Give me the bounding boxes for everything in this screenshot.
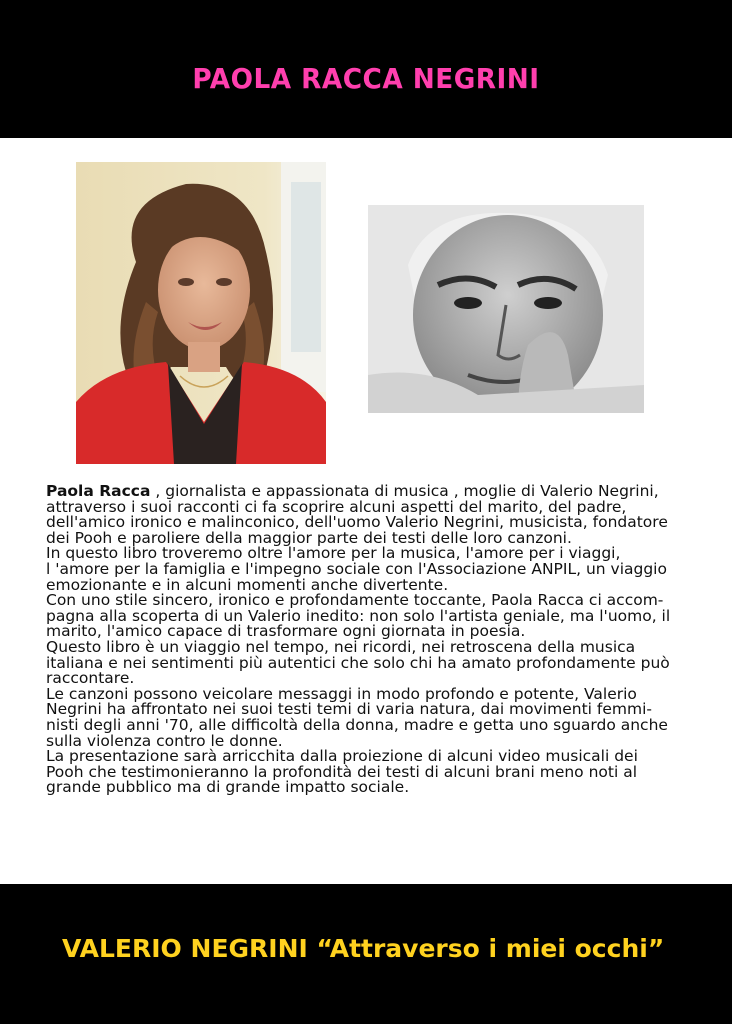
bio-line: Con uno stile sincero, ironico e profondamente toccante, Paola Racca ci accom- [46, 591, 664, 610]
bio-line: attraverso i suoi racconti ci fa scoprire alcuni aspetti del marito, del padre, [46, 497, 627, 516]
footer-title: VALERIO NEGRINI “Attraverso i miei occhi” [62, 934, 665, 963]
bio-line: Pooh che testimonieranno la profondità dei testi di alcuni brani meno noti al [46, 762, 638, 781]
bio-line: Negrini ha affrontato nei suoi testi temi di varia natura, dai movimenti femmi- [46, 700, 652, 719]
bio-line: marito, l'amico capace di trasformare ogni giornata in poesia. [46, 622, 526, 641]
bio-line: emozionante e in alcuni momenti anche divertente. [46, 575, 449, 594]
bio-line: La presentazione sarà arricchita dalla proiezione di alcuni video musicali dei [46, 747, 638, 766]
bio-line: nisti degli anni '70, alle difficoltà della donna, madre e getta uno sguardo anche [46, 715, 668, 734]
bio-line: l 'amore per la famiglia e l'impegno sociale con l'Associazione ANPIL, un viaggio [46, 559, 667, 578]
bio-line: grande pubblico ma di grande impatto sociale. [46, 778, 410, 797]
bio-line: italiana e nei sentimenti più autentici che solo chi ha amato profondamente può [46, 653, 670, 672]
bio-line: dell'amico ironico e malinconico, dell'uomo Valerio Negrini, musicista, fondatore [46, 513, 668, 532]
bio-line: pagna alla scoperta di un Valerio inedito: non solo l'artista geniale, ma l'uomo, il [46, 606, 671, 625]
bio-line-text: , giornalista e appassionata di musica , moglie di Valerio Negrini, [150, 482, 659, 500]
bio-line: Le canzoni possono veicolare messaggi in modo profondo e potente, Valerio [46, 684, 637, 703]
bio-author-name: Paola Racca [46, 482, 151, 500]
bio-text [46, 484, 732, 796]
bio-line: raccontare. [46, 669, 135, 688]
portrait-photo-paola [76, 162, 326, 464]
bio-line: dei Pooh e paroliere della maggior parte dei testi delle loro canzoni. [46, 528, 572, 547]
bio-line: sulla violenza contro le donne. [46, 731, 283, 750]
bio-line: In questo libro troveremo oltre l'amore per la musica, l'amore per i viaggi, [46, 544, 621, 563]
portrait-photo-valerio [368, 205, 644, 413]
header-title: PAOLA RACCA NEGRINI [192, 62, 540, 95]
bio-line: Questo libro è un viaggio nel tempo, nei ricordi, nei retroscena della musica [46, 637, 636, 656]
